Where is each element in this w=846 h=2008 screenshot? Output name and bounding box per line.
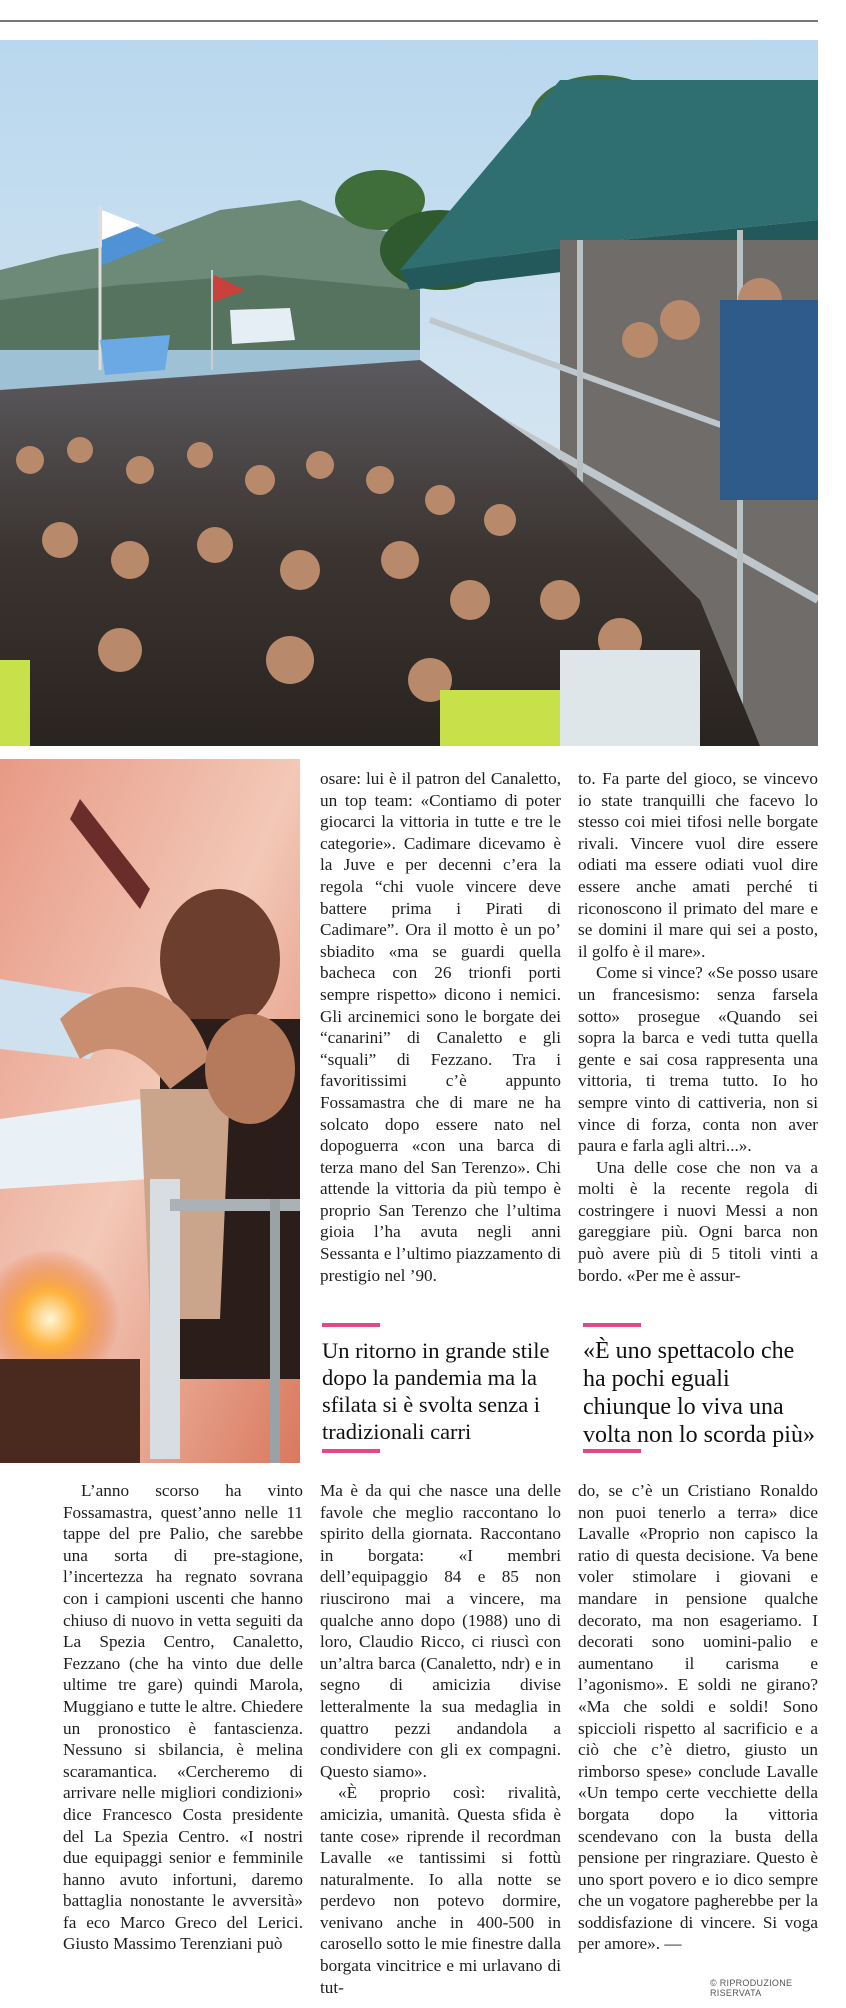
paragraph: «È proprio così: rivalità, amicizia, umanità. Questa sfida è tante cose» riprende il recordman Lavalle «e tantissimi si fottù naturalmente. Io alla notte se perdevo non potevo dormire, venivano anche in 400-500 in carosello sotto le mie finestre dalla borgata vincitrice e mi urlavano di tut- [320,1783,561,1997]
top-rule [0,20,818,22]
copyright-credit: © RIPRODUZIONE RISERVATA [710,1978,793,1998]
pull-quote-bar [322,1323,380,1327]
paragraph: to. Fa parte del gioco, se vincevo io state tranquilli che facevo lo stesso coi miei tifosi nelle borgate rivali. Vincere vuol dire essere odiati ma essere odiati vuol dire essere anche amati perché ti riconoscono il primato del mare e se domini il mare qui sei a posto, il golfo è il mare». [578,769,818,961]
top-photo [0,40,818,746]
pull-quote-bar [583,1449,641,1453]
pull-quote-left: Un ritorno in grande stile dopo la pandemia ma la sfilata si è svolta senza i tradizionali carri [322,1338,550,1444]
pull-quote-bar [322,1449,380,1453]
paragraph: Come si vince? «Se posso usare un francesismo: senza farsela sotto» prosegue «Quando sei sopra la barca e vedi tutta quella gente e sai cosa rappresenta una vittoria, ti trema tutto. Io ho sempre vinto di cattiveria, non si vince di forza, conta non aver paura e farla agli altri...». [578,963,818,1156]
column-lower-right [578,1480,818,1955]
pull-quote-bar [583,1323,641,1327]
paragraph: Una delle cose che non va a molti è la recente regola di costringere i nuovi Messi a non gareggiare più. Ogni barca non può avere più di 5 titoli vinti a bordo. «Per me è assur- [578,1157,818,1285]
pull-quote-right: «È uno spettacolo che ha pochi eguali chiunque lo viva una volta non lo scorda più» [583,1338,815,1448]
column-lower-mid [320,1480,561,1998]
paragraph: Ma è da qui che nasce una delle favole che meglio raccontano lo spirito della giornata. Raccontano in borgata: «I membri dell’equipaggio 84 e 85 non riuscirono mai a vincere, ma qualche anno dopo (1988) uno di loro, Claudio Ricco, ci riuscì con un’altra barca (Canaletto, ndr) e in segno di amicizia divise letteralmente la sua medaglia in quattro pezzi andandola a condividere con gli ex compagni. Questo siamo». [320,1481,561,1781]
left-photo [0,759,300,1463]
column-lower-left [63,1480,303,1955]
paragraph: osare: lui è il patron del Canaletto, un top team: «Contiamo di poter giocarci la vittoria in tutte e tre le categorie». Cadimare dicevamo è la Juve e per decenni c’era la regola “chi vuole vincere deve battere prima i Pirati di Cadimare”. Ora il motto è un po’ sbiadito «ma se guardi quella bacheca con 26 trionfi porti sempre rispetto» dicono i nemici. Gli arcinemici sono le borgate dei “canarini” di Canaletto e gli “squali” di Fezzano. Tra i favoritissimi c’è appunto Fossamastra che di mare ne ha solcato dopo essere nato nel dopoguerra «con una barca di terza mano del San Terenzo». Chi attende la vittoria da più tempo è proprio San Terenzo che l’ultima gioia l’ha avuta negli anni Sessanta e l’ultimo piazzamento di prestigio nel ’90. [320,769,561,1285]
paragraph: do, se c’è un Cristiano Ronaldo non puoi tenerlo a terra» dice Lavalle «Proprio non capisco la ratio di questa decisione. Va bene voler stimolare i giovani e mandare in pensione qualche decorato, ma non esageriamo. I decorati sono uomini-palio e aumentano il carisma e l’agonismo». E soldi ne girano? «Ma che soldi e soldi! Sono spiccioli rispetto al sacrificio e a ciò che c’è dietro, giusto un rimborso spese» conclude Lavalle «Un tempo certe vecchiette della borgata dopo la vittoria scendevano con la busta della pensione per ringraziare. Questo è uno sport povero e io dico sempre che un vogatore pagherebbe per la soddisfazione di vincere. Si voga per amore». — [578,1481,818,1954]
column-upper-mid [320,768,561,1286]
paragraph: L’anno scorso ha vinto Fossamastra, quest’anno nelle 11 tappe del pre Palio, che sarebbe una sorta di pre-stagione, l’incertezza ha regnato sovrana con i campioni uscenti che hanno chiuso di nuovo in vetta seguiti da La Spezia Centro, Canaletto, Fezzano (che ha vinto due delle ultime tre gare) quindi Marola, Muggiano e tutte le altre. Chiedere un pronostico è fantascienza. Nessuno si sbilancia, è melina scaramantica. «Cercheremo di arrivare nelle migliori condizioni» dice Francesco Costa presidente del La Spezia Centro. «I nostri due equipaggi senior e femminile hanno avuto infortuni, daremo battaglia nonostante le avversità» fa eco Marco Greco del Lerici. Giusto Massimo Terenziani può [63,1481,303,1954]
column-upper-right [578,768,818,1286]
